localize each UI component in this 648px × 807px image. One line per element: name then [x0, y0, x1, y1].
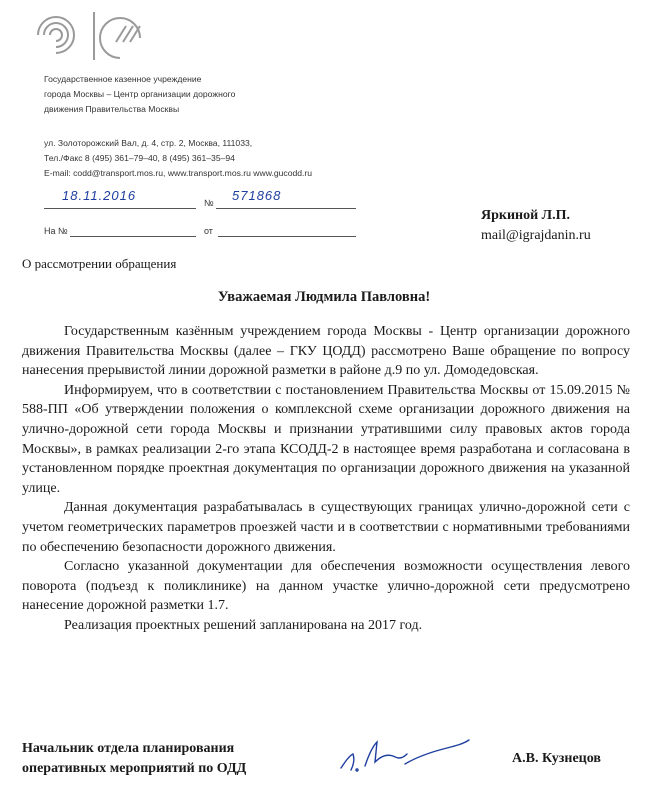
email-line: E-mail: codd@transport.mos.ru, www.transport.mos.ru www.gucodd.ru	[44, 168, 313, 178]
reference-number-underline	[70, 236, 196, 237]
greeting: Уважаемая Людмила Павловна!	[217, 289, 431, 305]
paragraph: Реализация проектных решений запланирована на 2017 год.	[64, 617, 423, 633]
paragraph: Государственным казённым учреждением города Москвы - Центр организации дорожного движения Правительства Москвы (далее – ГКУ ЦОДД) рассмотрено Ваше обращение по вопросу нанесения прерывистой линии дорожной разметки в районе д.9 по ул. Домодедовская.	[22, 324, 630, 379]
number-label: №	[204, 198, 214, 208]
recipient-email: mail@igrajdanin.ru	[481, 228, 591, 243]
number-underline	[216, 208, 356, 209]
org-line: движения Правительства Москвы	[44, 104, 180, 114]
reference-from-label: от	[204, 226, 213, 236]
address-line: ул. Золоторожский Вал, д. 4, стр. 2, Москва, 111033,	[44, 138, 253, 148]
recipient-name: Яркиной Л.П.	[481, 208, 570, 223]
handwritten-signature	[335, 732, 475, 780]
letter-body	[22, 322, 630, 636]
signer-position	[22, 739, 246, 779]
paragraph: Информируем, что в соответствии с постановлением Правительства Москвы от 15.09.2015 № 588-ПП «Об утверждении положения о комплексной схеме организации дорожного движения на улично-дорожной сети города Москвы и признании утратившими силу правовых актов города Москвы», в рамках реализации 2-го этапа КСОДД-2 в настоящее время разработана и согласована в установленном порядке проектная документация по организации дорожного движения на указанной улице.	[22, 382, 630, 496]
organization-name	[44, 72, 235, 117]
signer-name: А.В. Кузнецов	[512, 751, 601, 766]
letter-subject: О рассмотрении обращения	[22, 256, 177, 271]
recipient-block	[481, 206, 591, 246]
date-underline	[44, 208, 196, 209]
gkutsodd-logo	[36, 8, 156, 64]
registration-number: 571868	[232, 188, 282, 203]
org-line: города Москвы – Центр организации дорожного	[44, 89, 236, 99]
registration-date: 18.11.2016	[62, 188, 137, 203]
reference-date-underline	[218, 236, 356, 237]
reference-on-label: На №	[44, 226, 68, 236]
paragraph: Согласно указанной документации для обеспечения возможности осуществления левого поворота (подъезд к поликлинике) на данном участке улично-дорожной сети предусмотрено нанесение дорожной разметки 1.7.	[22, 559, 630, 614]
signer-position-line: Начальник отдела планирования	[22, 741, 235, 756]
signer-position-line: оперативных мероприятий по ОДД	[22, 761, 247, 776]
organization-contacts	[44, 136, 312, 181]
org-line: Государственное казенное учреждение	[44, 74, 202, 84]
phone-line: Тел./Факс 8 (495) 361–79–40, 8 (495) 361–35–94	[44, 153, 235, 163]
paragraph: Данная документация разрабатывалась в существующих границах улично-дорожной сети с учетом геометрических параметров проезжей части и в соответствии с нормативными требованиями по обеспечению безопасности дорожного движения.	[22, 500, 630, 555]
